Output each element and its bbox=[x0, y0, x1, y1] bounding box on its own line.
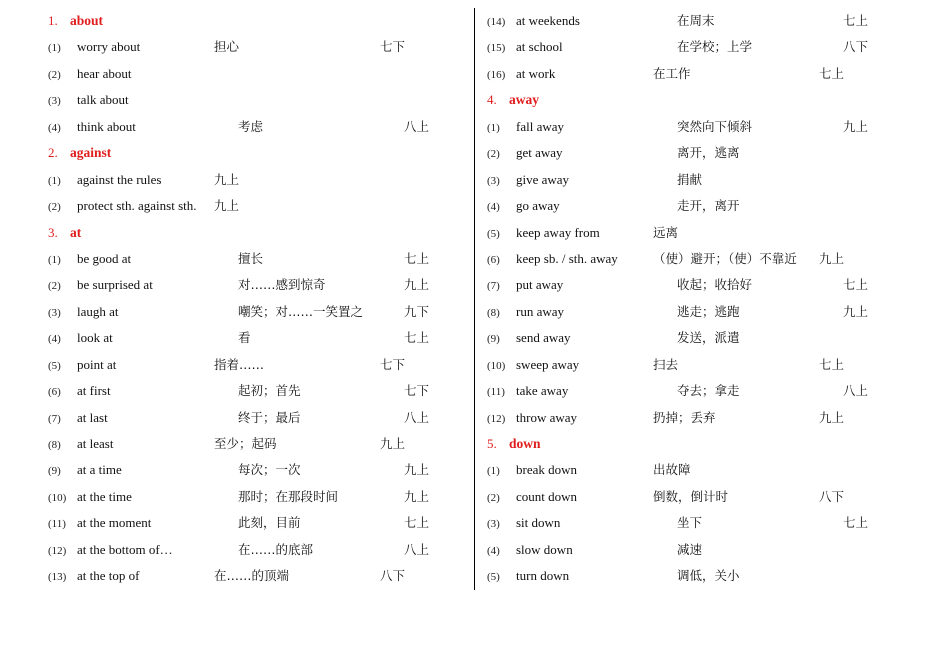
phrase-text: send away bbox=[516, 330, 571, 346]
section-heading bbox=[48, 140, 468, 166]
grade-label: 八上 bbox=[843, 383, 869, 399]
phrase-entry bbox=[487, 220, 907, 246]
phrase-text: break down bbox=[516, 462, 578, 478]
phrase-text: at the moment bbox=[77, 515, 152, 531]
grade-label: 九上 bbox=[843, 303, 869, 319]
chinese-meaning: 至少；起码 bbox=[214, 436, 277, 451]
entry-number: (4) bbox=[48, 333, 61, 346]
phrase-text: hear about bbox=[77, 65, 132, 81]
phrase-entry bbox=[48, 61, 468, 87]
phrase-text: think about bbox=[77, 118, 136, 134]
phrase-entry bbox=[48, 405, 468, 431]
chinese-meaning: 扔掉；丢弃 bbox=[653, 409, 716, 425]
phrase-entry bbox=[48, 510, 468, 536]
section-word: at bbox=[70, 224, 82, 240]
entry-number: (1) bbox=[48, 253, 61, 266]
entry-number: (5) bbox=[487, 227, 500, 240]
grade-label: 七上 bbox=[843, 13, 869, 28]
phrase-entry bbox=[48, 246, 468, 272]
chinese-meaning: 指着…… bbox=[214, 356, 265, 372]
phrase-text: put away bbox=[516, 277, 564, 293]
phrase-text: at a time bbox=[77, 462, 122, 478]
entry-number: (2) bbox=[487, 148, 500, 161]
column-divider bbox=[474, 8, 475, 590]
phrase-entry bbox=[48, 272, 468, 298]
phrase-text: take away bbox=[516, 383, 569, 399]
chinese-meaning: 发送，派遣 bbox=[677, 330, 740, 346]
grade-label: 八上 bbox=[404, 409, 430, 425]
phrase-entry bbox=[487, 140, 907, 166]
chinese-meaning: 逃走；逃跑 bbox=[677, 303, 740, 319]
phrase-text: turn down bbox=[516, 568, 570, 584]
entry-number: (7) bbox=[48, 412, 61, 425]
phrase-text: throw away bbox=[516, 409, 578, 425]
phrase-text: at work bbox=[516, 65, 556, 81]
entry-number: (14) bbox=[487, 16, 506, 28]
right-column bbox=[487, 8, 907, 590]
grade-label: 九上 bbox=[819, 409, 845, 425]
chinese-meaning: 考虑 bbox=[238, 118, 264, 134]
phrase-text: talk about bbox=[77, 92, 129, 108]
phrase-entry bbox=[487, 537, 907, 563]
chinese-meaning: 在周末 bbox=[677, 13, 715, 28]
entry-number: (11) bbox=[48, 518, 66, 531]
grade-label: 八下 bbox=[843, 39, 869, 55]
entry-number: (2) bbox=[487, 491, 500, 504]
chinese-meaning: 捐献 bbox=[677, 171, 703, 187]
section-heading bbox=[487, 87, 907, 113]
phrase-entry bbox=[487, 8, 907, 34]
phrase-entry bbox=[487, 510, 907, 536]
grade-label: 九上 bbox=[843, 118, 869, 134]
phrase-text: at least bbox=[77, 436, 114, 451]
chinese-meaning: 终于；最后 bbox=[238, 409, 301, 425]
phrase-text: laugh at bbox=[77, 303, 119, 319]
entry-number: (13) bbox=[48, 571, 67, 584]
grade-label: 八下 bbox=[380, 568, 406, 584]
grade-label: 九上 bbox=[404, 462, 430, 478]
chinese-meaning: （使）避开；（使）不靠近 bbox=[653, 250, 797, 266]
phrase-entry bbox=[48, 484, 468, 510]
phrase-text: worry about bbox=[77, 39, 141, 55]
phrase-entry bbox=[48, 325, 468, 351]
phrase-text: look at bbox=[77, 330, 113, 346]
section-word: about bbox=[70, 13, 104, 28]
phrase-text: at the time bbox=[77, 488, 132, 504]
phrase-entry bbox=[487, 272, 907, 298]
grade-label: 七下 bbox=[380, 356, 406, 372]
grade-label: 九上 bbox=[380, 436, 406, 451]
phrase-text: be surprised at bbox=[77, 277, 153, 293]
grade-label: 七上 bbox=[819, 356, 845, 372]
left-column bbox=[48, 8, 468, 590]
chinese-meaning: 那时；在那段时间 bbox=[238, 488, 339, 504]
entry-number: (8) bbox=[48, 439, 61, 451]
chinese-meaning: 嘲笑；对……一笑置之 bbox=[238, 303, 364, 319]
entry-number: (11) bbox=[487, 386, 505, 399]
chinese-meaning: 走开，离开 bbox=[677, 198, 740, 214]
entry-number: (1) bbox=[48, 174, 61, 187]
chinese-meaning: 起初；首先 bbox=[238, 383, 301, 399]
chinese-meaning: 夺去；拿走 bbox=[677, 383, 740, 399]
section-number: 3. bbox=[48, 224, 58, 240]
section-heading bbox=[487, 431, 907, 457]
grade-label: 七上 bbox=[843, 277, 869, 293]
entry-number: (4) bbox=[487, 201, 500, 214]
chinese-meaning: 担心 bbox=[214, 39, 240, 55]
section-number: 4. bbox=[487, 92, 497, 108]
grade-label: 九上 bbox=[819, 250, 845, 266]
phrase-entry bbox=[487, 246, 907, 272]
phrase-text: at the top of bbox=[77, 568, 140, 584]
entry-number: (10) bbox=[48, 491, 67, 504]
phrase-text: run away bbox=[516, 303, 565, 319]
section-number: 2. bbox=[48, 145, 58, 161]
phrase-entry bbox=[487, 563, 907, 589]
chinese-meaning: 扫去 bbox=[653, 356, 679, 372]
phrase-text: point at bbox=[77, 356, 117, 372]
entry-number: (7) bbox=[487, 280, 500, 293]
phrase-entry bbox=[48, 563, 468, 589]
entry-number: (3) bbox=[48, 306, 61, 319]
entry-number: (3) bbox=[487, 518, 500, 531]
chinese-meaning: 远离 bbox=[653, 224, 679, 240]
chinese-meaning: 在工作 bbox=[653, 65, 691, 81]
phrase-entry bbox=[487, 299, 907, 325]
chinese-meaning: 此刻，目前 bbox=[238, 515, 301, 531]
entry-number: (2) bbox=[48, 68, 61, 81]
phrase-entry bbox=[487, 484, 907, 510]
phrase-entry bbox=[48, 378, 468, 404]
phrase-entry bbox=[487, 405, 907, 431]
phrase-text: be good at bbox=[77, 250, 132, 266]
chinese-meaning: 九上 bbox=[214, 171, 240, 187]
section-heading bbox=[48, 8, 468, 34]
phrase-entry bbox=[48, 167, 468, 193]
phrase-entry bbox=[487, 193, 907, 219]
phrase-text: against the rules bbox=[77, 171, 162, 187]
grade-label: 七上 bbox=[404, 330, 430, 346]
entry-number: (10) bbox=[487, 359, 506, 372]
grade-label: 九上 bbox=[404, 488, 430, 504]
grade-label: 七下 bbox=[404, 383, 430, 399]
chinese-meaning: 出故障 bbox=[653, 462, 691, 478]
section-heading bbox=[48, 220, 468, 246]
grade-label: 七上 bbox=[404, 250, 430, 266]
grade-label: 九下 bbox=[404, 303, 430, 319]
chinese-meaning: 收起；收拾好 bbox=[677, 277, 753, 293]
chinese-meaning: 坐下 bbox=[677, 515, 703, 531]
section-number: 1. bbox=[48, 13, 58, 28]
phrase-text: sit down bbox=[516, 515, 561, 531]
grade-label: 八上 bbox=[404, 118, 430, 134]
chinese-meaning: 在学校；上学 bbox=[677, 39, 753, 55]
chinese-meaning: 在……的顶端 bbox=[214, 568, 290, 584]
chinese-meaning: 突然向下倾斜 bbox=[677, 118, 753, 134]
phrase-text: at first bbox=[77, 383, 111, 399]
entry-number: (9) bbox=[487, 333, 500, 346]
entry-number: (6) bbox=[48, 386, 61, 399]
grade-label: 九上 bbox=[404, 277, 430, 293]
section-number: 5. bbox=[487, 436, 497, 451]
entry-number: (3) bbox=[487, 174, 500, 187]
phrase-entry bbox=[487, 325, 907, 351]
phrase-text: sweep away bbox=[516, 356, 580, 372]
chinese-meaning: 调低，关小 bbox=[677, 568, 740, 584]
chinese-meaning: 离开，逃离 bbox=[677, 145, 740, 161]
phrase-text: at the bottom of… bbox=[77, 541, 173, 557]
entry-number: (4) bbox=[48, 121, 61, 134]
entry-number: (1) bbox=[487, 465, 500, 478]
grade-label: 八上 bbox=[404, 541, 430, 557]
entry-number: (9) bbox=[48, 465, 61, 478]
entry-number: (8) bbox=[487, 306, 500, 319]
entry-number: (12) bbox=[48, 544, 67, 557]
section-word: against bbox=[70, 145, 112, 161]
chinese-meaning: 倒数，倒计时 bbox=[653, 488, 729, 504]
phrase-entry bbox=[48, 87, 468, 113]
phrase-entry bbox=[48, 34, 468, 60]
phrase-text: count down bbox=[516, 488, 578, 504]
phrase-entry bbox=[487, 61, 907, 87]
entry-number: (12) bbox=[487, 412, 506, 425]
grade-label: 七下 bbox=[380, 39, 406, 55]
chinese-meaning: 每次；一次 bbox=[238, 462, 301, 478]
chinese-meaning: 减速 bbox=[677, 541, 703, 557]
phrase-text: protect sth. against sth. bbox=[77, 198, 197, 214]
entry-number: (16) bbox=[487, 68, 506, 81]
entry-number: (2) bbox=[48, 280, 61, 293]
chinese-meaning: 擅长 bbox=[238, 250, 264, 266]
entry-number: (2) bbox=[48, 201, 61, 214]
phrase-text: give away bbox=[516, 171, 570, 187]
chinese-meaning: 在……的底部 bbox=[238, 541, 314, 557]
phrase-text: at school bbox=[516, 39, 563, 55]
phrase-text: fall away bbox=[516, 118, 565, 134]
phrase-text: keep away from bbox=[516, 224, 600, 240]
chinese-meaning: 九上 bbox=[214, 198, 240, 214]
entry-number: (6) bbox=[487, 253, 500, 266]
phrase-entry bbox=[487, 352, 907, 378]
entry-number: (5) bbox=[48, 359, 61, 372]
entry-number: (4) bbox=[487, 544, 500, 557]
grade-label: 七上 bbox=[819, 65, 845, 81]
entry-number: (1) bbox=[487, 121, 500, 134]
phrase-entry bbox=[487, 378, 907, 404]
phrase-text: keep sb. / sth. away bbox=[516, 250, 618, 266]
phrase-entry bbox=[487, 457, 907, 483]
phrase-entry bbox=[48, 457, 468, 483]
chinese-meaning: 对……感到惊奇 bbox=[238, 277, 326, 293]
phrase-text: go away bbox=[516, 198, 560, 214]
phrase-entry bbox=[48, 537, 468, 563]
phrase-entry bbox=[487, 114, 907, 140]
phrase-entry bbox=[48, 431, 468, 457]
grade-label: 七上 bbox=[843, 515, 869, 531]
phrase-text: get away bbox=[516, 145, 563, 161]
phrase-text: slow down bbox=[516, 541, 573, 557]
phrase-entry bbox=[48, 352, 468, 378]
grade-label: 七上 bbox=[404, 515, 430, 531]
entry-number: (15) bbox=[487, 42, 506, 55]
section-word: down bbox=[509, 436, 541, 451]
phrase-text: at weekends bbox=[516, 13, 580, 28]
phrase-text: at last bbox=[77, 409, 108, 425]
entry-number: (5) bbox=[487, 571, 500, 584]
phrase-entry bbox=[48, 299, 468, 325]
entry-number: (3) bbox=[48, 95, 61, 108]
phrase-entry bbox=[48, 114, 468, 140]
grade-label: 八下 bbox=[819, 488, 845, 504]
phrase-entry bbox=[487, 167, 907, 193]
entry-number: (1) bbox=[48, 42, 61, 55]
section-word: away bbox=[509, 92, 539, 108]
chinese-meaning: 看 bbox=[238, 330, 251, 346]
phrase-entry bbox=[487, 34, 907, 60]
phrase-entry bbox=[48, 193, 468, 219]
